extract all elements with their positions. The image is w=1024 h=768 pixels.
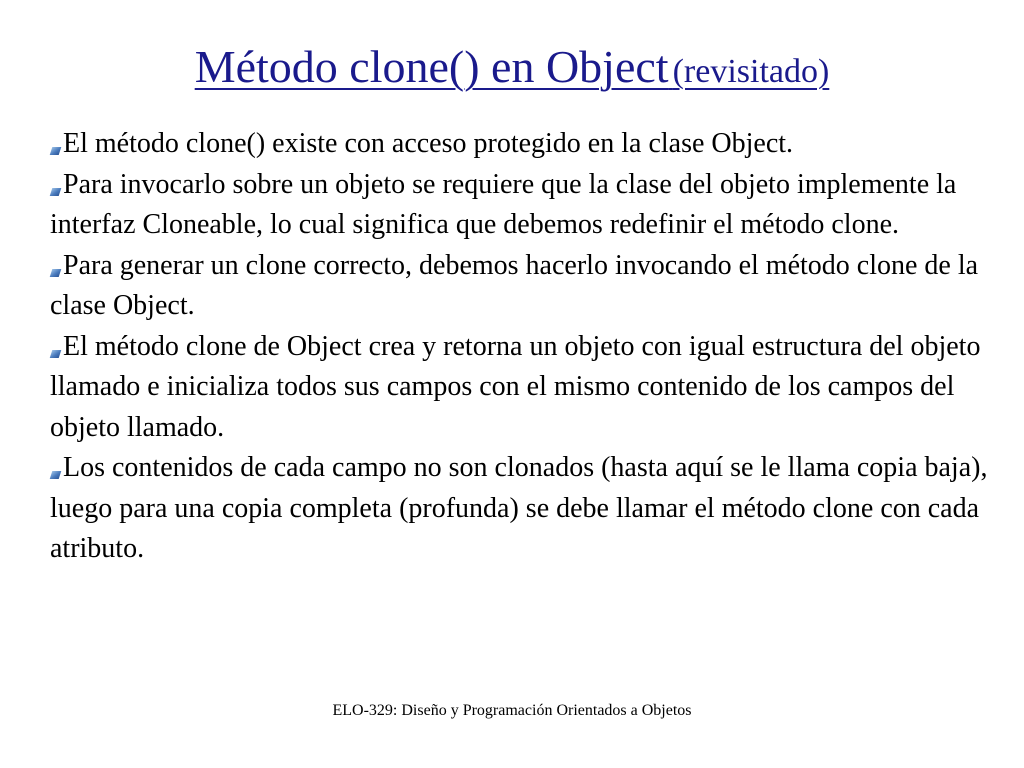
bullet-item: [50, 448, 990, 570]
square-bullet-icon: [50, 147, 62, 155]
square-bullet-icon: [50, 188, 62, 196]
bullet-text: El método clone() existe con acceso protegido en la clase Object.: [63, 128, 794, 159]
title-subtitle: (revisitado): [672, 53, 830, 90]
bullet-item: [50, 327, 990, 449]
square-bullet-icon: [50, 269, 62, 277]
square-bullet-icon: [50, 471, 62, 479]
slide-title: [0, 40, 1024, 93]
bullet-text: Para generar un clone correcto, debemos hacerlo invocando el método clone de la clase Object.: [50, 249, 979, 321]
bullet-list: [50, 124, 990, 570]
bullet-item: [50, 165, 990, 246]
bullet-item: [50, 124, 990, 165]
bullet-text: El método clone de Object crea y retorna un objeto con igual estructura del objeto llamado e inicializa todos sus campos con el mismo contenido de los campos del objeto llamado.: [50, 330, 981, 443]
bullet-text: Para invocarlo sobre un objeto se requiere que la clase del objeto implemente la interfaz Cloneable, lo cual significa que debemos redefinir el método clone.: [50, 168, 957, 240]
title-main: Método clone() en Object: [194, 41, 669, 92]
bullet-item: [50, 246, 990, 327]
square-bullet-icon: [50, 350, 62, 358]
slide-footer: ELO-329: Diseño y Programación Orientados a Objetos: [332, 702, 692, 719]
bullet-text: Los contenidos de cada campo no son clonados (hasta aquí se le llama copia baja), luego para una copia completa (profunda) se debe llamar el método clone con cada atributo.: [50, 452, 988, 564]
